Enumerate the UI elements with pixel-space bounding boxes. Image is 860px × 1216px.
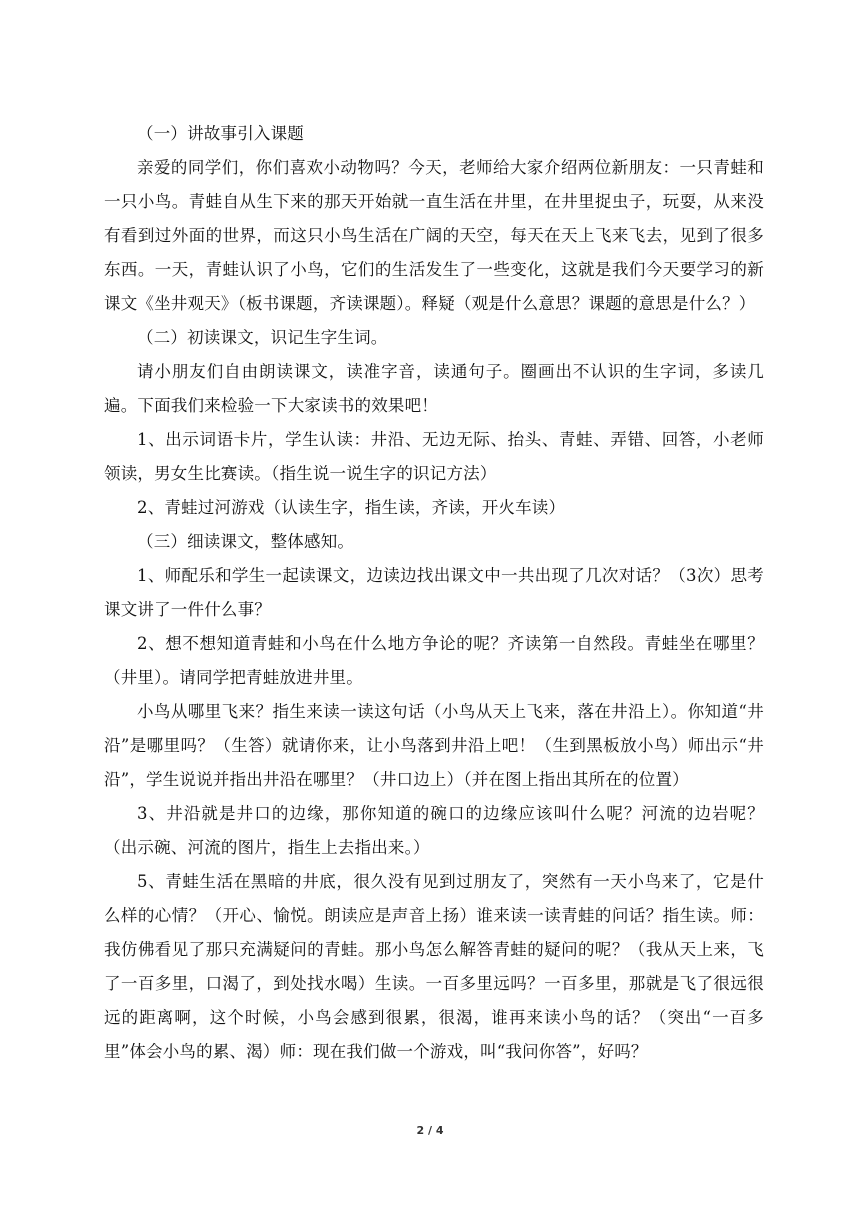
document-body: [104, 117, 764, 1069]
paragraph-detail-3: 3、井沿就是井口的边缘，那你知道的碗口的边缘应该叫什么呢？河流的边岩呢？（出示碗、河流的图片，指生上去指出来。）: [104, 804, 764, 857]
paragraph-detail-1: 1、师配乐和学生一起读课文，边读边找出课文中一共出现了几次对话？（3次）思考课文讲了一件什么事？: [104, 566, 764, 619]
paragraph-reading: 请小朋友们自由朗读课文，读准字音，读通句子。圈画出不认识的生字词，多读几遍。下面我们来检验一下大家读书的效果吧！: [104, 362, 764, 415]
section-heading-2: （二）初读课文，识记生字生词。: [137, 328, 388, 347]
section-heading-3: （三）细读课文，整体感知。: [137, 532, 355, 551]
section-heading-1: （一）讲故事引入课题: [137, 124, 304, 143]
paragraph-detail-2: 2、想不想知道青蛙和小鸟在什么地方争论的呢？齐读第一自然段。青蛙坐在哪里？（井里）。请同学把青蛙放进井里。: [104, 634, 764, 687]
paragraph-detail-5: 5、青蛙生活在黑暗的井底，很久没有见到过朋友了，突然有一天小鸟来了，它是什么样的心情？（开心、愉悦。朗读应是声音上扬）谁来读一读青蛙的问话？指生读。师：我仿佛看见了那只充满疑问的青蛙。那小鸟怎么解答青蛙的疑问的呢？（我从天上来，飞了一百多里，口渴了，到处找水喝）生读。一百多里远吗？一百多里，那就是飞了很远很远的距离啊，这个时候，小鸟会感到很累，很渴，谁再来读小鸟的话？（突出“一百多里”体会小鸟的累、渴）师：现在我们做一个游戏，叫“我问你答”，好吗？: [104, 872, 764, 1061]
paragraph-intro: 亲爱的同学们，你们喜欢小动物吗？今天，老师给大家介绍两位新朋友：一只青蛙和一只小鸟。青蛙自从生下来的那天开始就一直生活在井里，在井里捉虫子，玩耍，从来没有看到过外面的世界，而这只小鸟生活在广阔的天空，每天在天上飞来飞去，见到了很多东西。一天，青蛙认识了小鸟，它们的生活发生了一些变化，这就是我们今天要学习的新课文《坐井观天》（板书课题，齐读课题）。释疑（观是什么意思？课题的意思是什么？）: [104, 158, 764, 313]
paragraph-bird: 小鸟从哪里飞来？指生来读一读这句话（小鸟从天上飞来，落在井沿上）。你知道“井沿”是哪里吗？（生答）就请你来，让小鸟落到井沿上吧！（生到黑板放小鸟）师出示“井沿”，学生说说并指出井沿在哪里？（井口边上）（并在图上指出其所在的位置）: [104, 702, 764, 789]
paragraph-item-2: 2、青蛙过河游戏（认读生字，指生读，齐读，开火车读）: [137, 498, 566, 517]
page-number: 2 / 4: [416, 1124, 444, 1137]
paragraph-item-1: 1、出示词语卡片，学生认读：井沿、无边无际、抬头、青蛙、弄错、回答，小老师领读，男女生比赛读。（指生说一说生字的识记方法）: [104, 430, 764, 483]
